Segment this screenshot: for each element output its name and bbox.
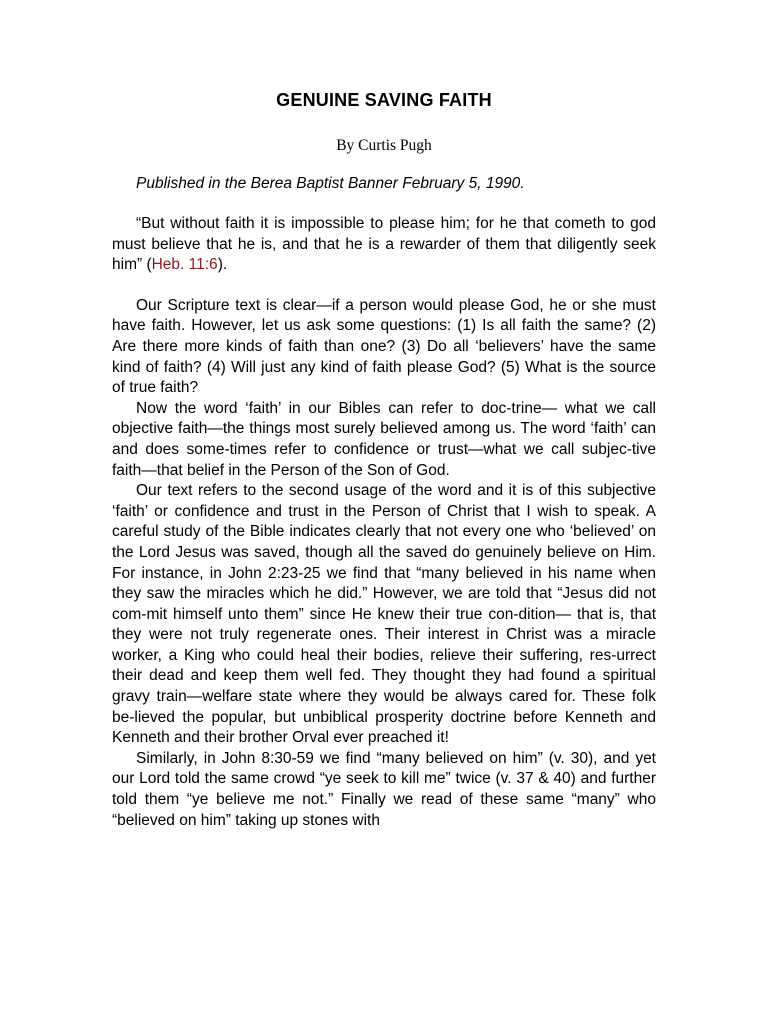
document-page xyxy=(112,90,656,831)
publication-note: Published in the Berea Baptist Banner February 5, 1990. xyxy=(136,175,525,192)
epigraph-text-end: ). xyxy=(217,256,228,274)
epigraph-paragraph xyxy=(112,214,656,276)
body-paragraph: Our text refers to the second usage of the word and it is of this subjective ‘faith’ or confidence and trust in the Person of Christ that I wish to speak. A careful study of the Bible indicates clearly that not every one who ‘believed’ on the Lord Jesus was saved, though all the saved do genuinely believe on Him. For instance, in John 2:23-25 we find that “many believed in his name when they saw the miracles which he did.” However, we are told that “Jesus did not com-mit himself unto them” since He knew their true con-dition— that is, that they were not truly regenerate ones. Their interest in Christ was a miracle worker, a King who could heal their bodies, relieve their suffering, res-urrect their dead and keep them well fed. They thought they had found a spiritual gravy train—welfare state where they would be always cared for. These folk be-lieved the popular, but unbiblical prosperity doctrine before Kenneth and Kenneth and their brother Orval ever preached it! xyxy=(112,482,656,747)
body-paragraph: Our Scripture text is clear—if a person would please God, he or she must have faith. However, let us ask some questions: (1) Is all faith the same? (2) Are there more kinds of faith than one? (3) Do all ‘believers’ have the same kind of faith? (4) Will just any kind of faith please God? (5) What is the source of true faith? xyxy=(112,296,656,397)
epigraph-text: “But without faith it is impossible to please him; for he that cometh to god must believe that he is, and that he is a rewarder of them that diligently seek him” ( xyxy=(112,215,656,274)
author-byline: By Curtis Pugh xyxy=(336,137,432,154)
body-paragraph: Now the word ‘faith’ in our Bibles can refer to doc-trine— what we call objective faith—the things most surely believed among us. The word ‘faith’ can and does some-times refer to confidence or trust—what we call subjec-tive faith—that belief in the Person of the Son of God. xyxy=(112,399,656,479)
document-title: GENUINE SAVING FAITH xyxy=(276,90,492,110)
scripture-reference-link[interactable]: Heb. 11:6 xyxy=(151,256,218,274)
body-paragraph: Similarly, in John 8:30-59 we find “many believed on him” (v. 30), and yet our Lord told the same crowd “ye seek to kill me” twice (v. 37 & 40) and further told them “ye believe me not.” Finally we read of these same “many” who “believed on him” taking up stones with xyxy=(112,749,656,829)
